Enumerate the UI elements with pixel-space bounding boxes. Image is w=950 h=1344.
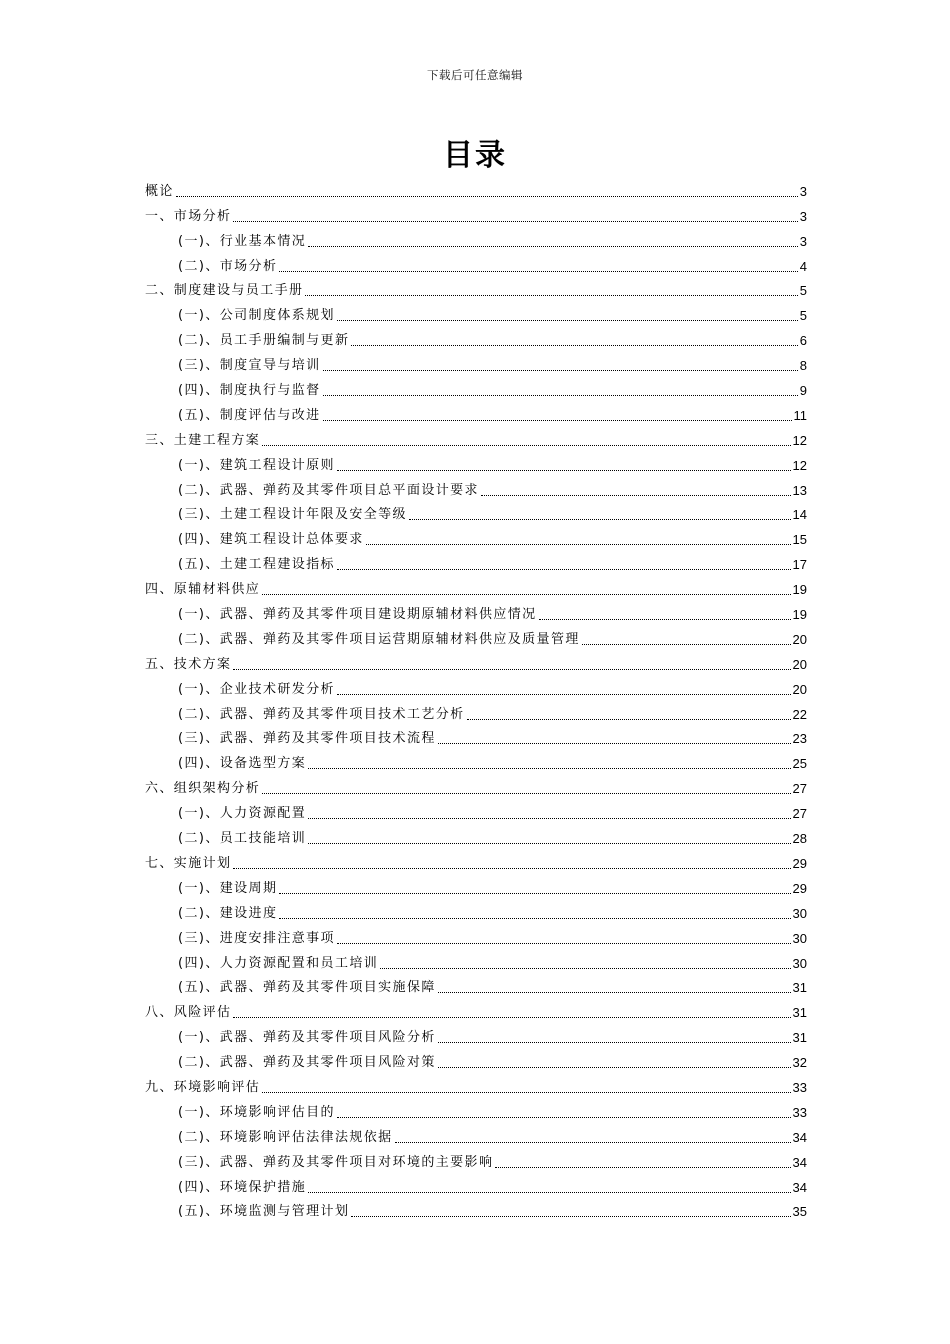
toc-entry-page-number: 15 [792,532,807,548]
toc-entry[interactable] [145,996,807,1021]
toc-dot-leader [495,1167,790,1168]
toc-entry-page-number: 12 [792,432,807,448]
toc-entry-label: (一)、建筑工程设计原则 [178,457,335,473]
toc-entry[interactable] [145,797,807,822]
toc-entry[interactable] [145,175,807,200]
toc-entry-label: 九、环境影响评估 [145,1079,261,1095]
toc-dot-leader [176,196,798,197]
toc-entry-page-number: 34 [792,1154,807,1170]
toc-entry[interactable] [145,250,807,275]
toc-entry-label: (二)、市场分析 [178,258,278,274]
toc-entry[interactable] [145,1096,807,1121]
toc-entry-label: (一)、行业基本情况 [178,233,307,249]
toc-entry-page-number: 12 [792,457,807,473]
toc-dot-leader [308,818,790,819]
toc-entry-label: (一)、环境影响评估目的 [178,1104,335,1120]
toc-dot-leader [337,320,798,321]
toc-entry-page-number: 27 [792,806,807,822]
toc-entry-page-number: 3 [799,183,807,199]
toc-entry-label: (五)、环境监测与管理计划 [178,1204,350,1220]
toc-entry-page-number: 20 [792,656,807,672]
toc-entry[interactable] [145,648,807,673]
toc-entry[interactable] [145,449,807,474]
toc-entry[interactable] [145,897,807,922]
toc-dot-leader [279,918,790,919]
toc-entry-page-number: 30 [792,905,807,921]
toc-entry-page-number: 8 [799,358,807,374]
toc-dot-leader [351,1216,790,1217]
toc-entry-label: (二)、员工技能培训 [178,831,307,847]
toc-dot-leader [279,893,790,894]
toc-entry[interactable] [145,747,807,772]
toc-entry-page-number: 6 [799,333,807,349]
toc-dot-leader [438,1067,791,1068]
toc-dot-leader [337,569,791,570]
toc-entry-page-number: 34 [792,1129,807,1145]
toc-entry-page-number: 19 [792,607,807,623]
toc-entry[interactable] [145,399,807,424]
toc-dot-leader [438,992,791,993]
toc-dot-leader [438,1042,791,1043]
toc-entry-label: 一、市场分析 [145,208,232,224]
toc-entry[interactable] [145,972,807,997]
toc-entry-page-number: 25 [792,756,807,772]
toc-entry[interactable] [145,847,807,872]
table-of-contents [145,175,807,1220]
toc-entry-label: (二)、武器、弹药及其零件项目技术工艺分析 [178,706,465,722]
toc-entry[interactable] [145,474,807,499]
toc-dot-leader [337,470,791,471]
toc-dot-leader [582,644,791,645]
toc-entry[interactable] [145,698,807,723]
toc-entry[interactable] [145,324,807,349]
toc-entry-label: (一)、公司制度体系规划 [178,308,335,324]
toc-entry-label: (三)、土建工程设计年限及安全等级 [178,507,407,523]
toc-dot-leader [233,221,797,222]
toc-entry-page-number: 30 [792,930,807,946]
toc-entry[interactable] [145,1146,807,1171]
toc-entry-label: (一)、武器、弹药及其零件项目建设期原辅材料供应情况 [178,607,537,623]
toc-entry-page-number: 33 [792,1104,807,1120]
toc-entry[interactable] [145,349,807,374]
toc-dot-leader [262,445,790,446]
toc-dot-leader [323,395,798,396]
toc-entry-label: 八、风险评估 [145,1005,232,1021]
toc-entry-label: (四)、环境保护措施 [178,1179,307,1195]
toc-entry[interactable] [145,1121,807,1146]
toc-entry[interactable] [145,225,807,250]
toc-entry-label: (二)、环境影响评估法律法规依据 [178,1129,393,1145]
toc-entry[interactable] [145,822,807,847]
toc-dot-leader [233,669,790,670]
toc-entry-label: (一)、企业技术研发分析 [178,681,335,697]
toc-entry[interactable] [145,1021,807,1046]
toc-entry[interactable] [145,598,807,623]
toc-dot-leader [337,694,791,695]
toc-dot-leader [308,246,798,247]
toc-entry-page-number: 17 [792,557,807,573]
toc-entry-page-number: 29 [792,880,807,896]
toc-dot-leader [305,295,797,296]
toc-entry[interactable] [145,499,807,524]
toc-entry-page-number: 31 [792,1005,807,1021]
toc-entry[interactable] [145,947,807,972]
toc-entry-label: (一)、建设周期 [178,880,278,896]
toc-entry[interactable] [145,548,807,573]
toc-dot-leader [438,743,791,744]
toc-entry[interactable] [145,1171,807,1196]
toc-entry-label: (三)、进度安排注意事项 [178,930,335,946]
toc-entry-label: (二)、武器、弹药及其零件项目总平面设计要求 [178,482,479,498]
toc-entry-label: 二、制度建设与员工手册 [145,283,304,299]
toc-entry[interactable] [145,623,807,648]
toc-entry[interactable] [145,573,807,598]
toc-entry-page-number: 32 [792,1055,807,1071]
toc-entry-label: (四)、制度执行与监督 [178,383,321,399]
page-title: 目录 [443,138,507,173]
toc-entry-label: (三)、武器、弹药及其零件项目对环境的主要影响 [178,1154,494,1170]
toc-entry-label: (五)、土建工程建设指标 [178,557,335,573]
toc-dot-leader [481,495,791,496]
toc-entry-page-number: 3 [799,208,807,224]
toc-entry-label: (四)、人力资源配置和员工培训 [178,955,379,971]
toc-entry[interactable] [145,872,807,897]
toc-entry-page-number: 13 [792,482,807,498]
toc-entry-page-number: 5 [799,308,807,324]
toc-dot-leader [262,594,790,595]
toc-entry-label: (五)、武器、弹药及其零件项目实施保障 [178,980,436,996]
toc-entry[interactable] [145,299,807,324]
toc-dot-leader [262,1092,790,1093]
toc-dot-leader [467,719,791,720]
toc-entry[interactable] [145,275,807,300]
page-header: 下载后可任意编辑 [427,68,523,82]
toc-entry-label: (二)、武器、弹药及其零件项目运营期原辅材料供应及质量管理 [178,631,580,647]
toc-dot-leader [409,519,791,520]
toc-entry-label: (四)、建筑工程设计总体要求 [178,532,364,548]
toc-entry[interactable] [145,424,807,449]
toc-entry-label: 概论 [145,183,174,199]
toc-dot-leader [337,1117,791,1118]
toc-entry-page-number: 9 [799,383,807,399]
toc-entry-label: (三)、武器、弹药及其零件项目技术流程 [178,731,436,747]
toc-dot-leader [539,619,791,620]
toc-entry-label: (四)、设备选型方案 [178,756,307,772]
toc-entry[interactable] [145,673,807,698]
toc-entry-page-number: 35 [792,1204,807,1220]
toc-entry[interactable] [145,1196,807,1221]
toc-entry[interactable] [145,772,807,797]
toc-entry-label: 四、原辅材料供应 [145,582,261,598]
toc-entry-page-number: 30 [792,955,807,971]
toc-dot-leader [395,1142,791,1143]
toc-dot-leader [337,943,791,944]
toc-entry-page-number: 20 [792,681,807,697]
toc-dot-leader [308,843,790,844]
toc-entry-label: (二)、武器、弹药及其零件项目风险对策 [178,1055,436,1071]
toc-entry-label: 三、土建工程方案 [145,432,261,448]
toc-dot-leader [323,420,792,421]
toc-entry-label: (一)、人力资源配置 [178,806,307,822]
toc-entry-page-number: 20 [792,631,807,647]
toc-entry-page-number: 27 [792,781,807,797]
toc-entry[interactable] [145,1071,807,1096]
toc-dot-leader [380,968,790,969]
toc-entry-page-number: 14 [792,507,807,523]
toc-entry-label: (一)、武器、弹药及其零件项目风险分析 [178,1030,436,1046]
toc-entry-label: 六、组织架构分析 [145,781,261,797]
toc-dot-leader [233,1017,790,1018]
toc-entry-page-number: 19 [792,582,807,598]
toc-dot-leader [279,271,797,272]
toc-entry-label: (五)、制度评估与改进 [178,407,321,423]
toc-entry-page-number: 34 [792,1179,807,1195]
toc-entry-page-number: 29 [792,855,807,871]
toc-entry-page-number: 22 [792,706,807,722]
toc-dot-leader [308,768,790,769]
toc-entry-label: (二)、建设进度 [178,905,278,921]
toc-dot-leader [233,868,790,869]
toc-entry-page-number: 31 [792,980,807,996]
toc-entry[interactable] [145,1046,807,1071]
toc-entry-page-number: 11 [793,407,807,423]
toc-entry[interactable] [145,374,807,399]
toc-entry[interactable] [145,200,807,225]
toc-entry-page-number: 28 [792,831,807,847]
toc-entry-page-number: 4 [799,258,807,274]
toc-entry-page-number: 5 [799,283,807,299]
toc-entry[interactable] [145,922,807,947]
toc-dot-leader [366,544,791,545]
toc-dot-leader [262,793,790,794]
toc-entry-page-number: 33 [792,1079,807,1095]
toc-dot-leader [351,345,797,346]
toc-entry-label: 五、技术方案 [145,656,232,672]
toc-entry-label: (二)、员工手册编制与更新 [178,333,350,349]
toc-entry-page-number: 23 [792,731,807,747]
toc-entry[interactable] [145,523,807,548]
toc-entry-page-number: 3 [799,233,807,249]
toc-dot-leader [323,370,798,371]
toc-dot-leader [308,1192,790,1193]
toc-entry-label: 七、实施计划 [145,855,232,871]
toc-entry[interactable] [145,723,807,748]
toc-entry-label: (三)、制度宣导与培训 [178,358,321,374]
toc-entry-page-number: 31 [792,1030,807,1046]
